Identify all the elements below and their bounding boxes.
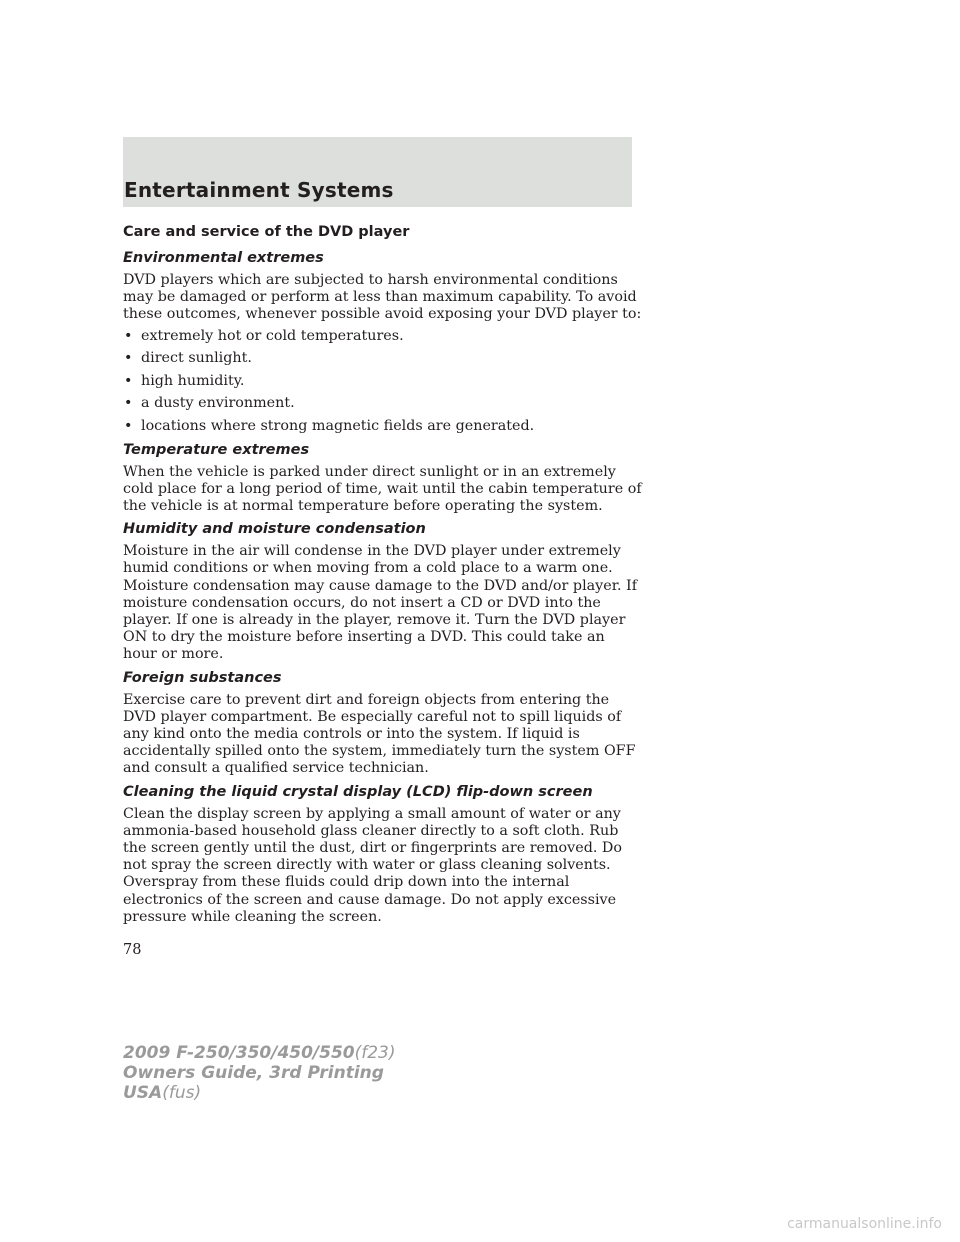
list-item: • locations where strong magnetic fields are generated.	[124, 417, 535, 434]
section-title: Care and service of the DVD player	[123, 224, 410, 240]
footer-line-market: USA(fus)	[123, 1083, 202, 1103]
humidity-heading: Humidity and moisture condensation	[123, 521, 426, 538]
foreign-body: Exercise care to prevent dirt and foreign objects from entering the DVD player compartment. Be especially careful not to spill liquids of any kind onto the media controls or into the system. If liquid is accidentally spilled onto the system, immediately turn the system OFF and consult a qualified service technician.	[123, 691, 636, 777]
humidity-body: Moisture in the air will condense in the DVD player under extremely humid conditions or when moving from a cold place to a warm one. Moisture condensation may cause damage to the DVD and/or player. If moisture condensation occurs, do not insert a CD or DVD into the player. If one is already in the player, remove it. Turn the DVD player ON to dry the moisture before inserting a DVD. This could take an hour or more.	[123, 543, 637, 663]
environmental-list	[123, 328, 643, 436]
bullet-icon: •	[124, 395, 133, 412]
footer-line-printing: Owners Guide, 3rd Printing	[123, 1063, 384, 1083]
section-header-title: Entertainment Systems	[124, 178, 394, 202]
list-item: • a dusty environment.	[124, 395, 295, 412]
foreign-heading: Foreign substances	[123, 669, 282, 686]
temperature-heading: Temperature extremes	[123, 441, 310, 458]
watermark: carmanualsonline.info	[787, 1216, 942, 1232]
temperature-body: When the vehicle is parked under direct sunlight or in an extremely cold place for a long period of time, wait until the cabin temperature of the vehicle is at normal temperature before operating the system.	[123, 463, 642, 514]
bullet-icon: •	[124, 417, 133, 434]
page-number: 78	[123, 942, 142, 958]
environmental-heading: Environmental extremes	[123, 250, 324, 266]
cleaning-heading: Cleaning the liquid crystal display (LCD) flip-down screen	[123, 783, 593, 800]
bullet-icon: •	[124, 327, 133, 344]
cleaning-body: Clean the display screen by applying a small amount of water or any ammonia-based household glass cleaner directly to a soft cloth. Rub the screen gently until the dust, dirt or fingerprints are removed. Do not spray the screen directly with water or glass cleaning solvents. Overspray from these fluids could drip down into the internal electronics of the screen and cause damage. Do not apply excessive pressure while cleaning the screen.	[123, 805, 623, 925]
list-item: • high humidity.	[124, 372, 245, 389]
footer-line-model: 2009 F-250/350/450/550(f23)	[123, 1043, 396, 1063]
environmental-intro: DVD players which are subjected to harsh environmental conditions may be damaged or perform at less than maximum capability. To avoid these outcomes, whenever possible avoid exposing your DVD player to:	[123, 272, 642, 323]
bullet-icon: •	[124, 350, 133, 367]
page-content	[123, 223, 643, 931]
footer	[123, 1043, 396, 1103]
bullet-icon: •	[124, 372, 133, 389]
list-item: • extremely hot or cold temperatures.	[124, 327, 404, 344]
list-item: • direct sunlight.	[124, 350, 252, 367]
